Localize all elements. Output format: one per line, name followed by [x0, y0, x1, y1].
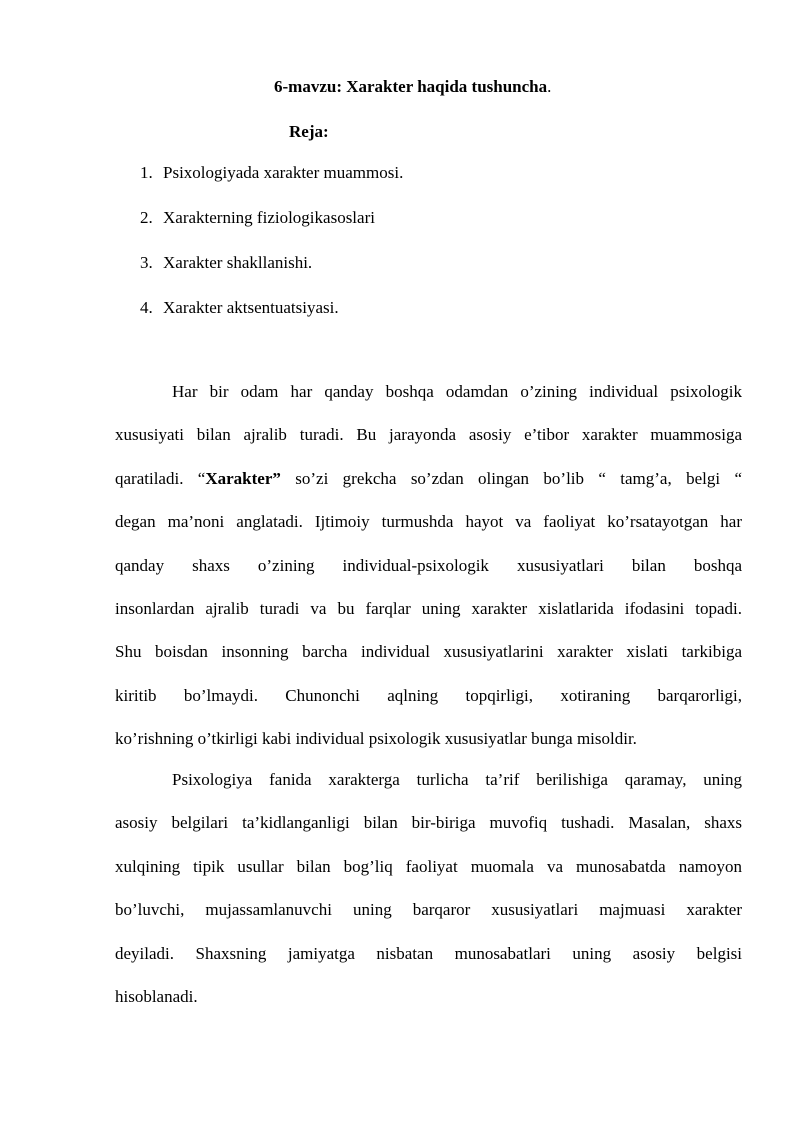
plan-item [140, 252, 403, 297]
plan-item-number: 3. [140, 253, 153, 272]
paragraph-line: insonlardan ajralib turadi va bu farqlar uning xarakter xislatlarida ifodasini topadi. [115, 598, 742, 618]
plan-item [140, 297, 403, 342]
paragraph-line: degan ma’noni anglatadi. Ijtimoiy turmushda hayot va faoliyat ko’rsatayotgan har [115, 512, 742, 532]
paragraph-line-with-term [115, 457, 742, 500]
plan-item-text: Xarakterning fiziologikasoslari [163, 208, 375, 227]
paragraph-line: ko’rishning o’tkirligi kabi individual psixologik xususiyatlar bunga misoldir. [115, 729, 637, 749]
plan-item-text: Psixologiyada xarakter muammosi. [163, 163, 404, 182]
paragraph-line: deyiladi. Shaxsning jamiyatga nisbatan munosabatlari uning asosiy belgisi [115, 943, 742, 963]
plan-list [140, 162, 403, 342]
paragraph-line: hisoblanadi. [115, 986, 198, 1006]
line-segment: so’zi grekcha so’zdan olingan bo’lib “ tamg’a, belgi “ [280, 468, 742, 488]
plan-item [140, 162, 403, 207]
topic-title [274, 76, 551, 98]
line-segment: qaratiladi. “ [115, 468, 206, 488]
paragraph-line: kiritib bo’lmaydi. Chunonchi aqlning topqirligi, xotiraning barqarorligi, [115, 685, 742, 705]
paragraph-1 [115, 370, 742, 761]
plan-item-text: Xarakter shakllanishi. [163, 253, 313, 272]
topic-title-text: 6-mavzu: Xarakter haqida tushuncha [274, 77, 548, 96]
plan-heading: Reja: [289, 122, 329, 141]
term-xarakter: Xarakter” [205, 468, 281, 488]
paragraph-line: bo’luvchi, mujassamlanuvchi uning barqaror xususiyatlari majmuasi xarakter [115, 900, 742, 920]
paragraph-line: qanday shaxs o’zining individual-psixologik xususiyatlari bilan boshqa [115, 555, 742, 575]
paragraph-line: xususiyati bilan ajralib turadi. Bu jarayonda asosiy e’tibor xarakter muammosiga [115, 425, 742, 445]
paragraph-line: Psixologiya fanida xarakterga turlicha ta’rif berilishiga qaramay, uning [172, 770, 742, 789]
paragraph-line: Shu boisdan insonning barcha individual xususiyatlarini xarakter xislati tarkibiga [115, 642, 742, 662]
plan-item-text: Xarakter aktsentuatsiyasi. [163, 298, 339, 317]
paragraph-line: asosiy belgilari ta’kidlanganligi bilan bir-biriga muvofiq tushadi. Masalan, shaxs [115, 813, 742, 833]
plan-item-number: 2. [140, 208, 153, 227]
paragraph-line: Har bir odam har qanday boshqa odamdan o’zining individual psixologik [172, 382, 742, 401]
topic-title-period: . [547, 77, 552, 96]
plan-item-number: 1. [140, 163, 153, 182]
plan-item-number: 4. [140, 298, 153, 317]
paragraph-line: xulqining tipik usullar bilan bog’liq faoliyat muomala va munosabatda namoyon [115, 856, 742, 876]
paragraph-2 [115, 758, 742, 1018]
plan-item [140, 207, 403, 252]
